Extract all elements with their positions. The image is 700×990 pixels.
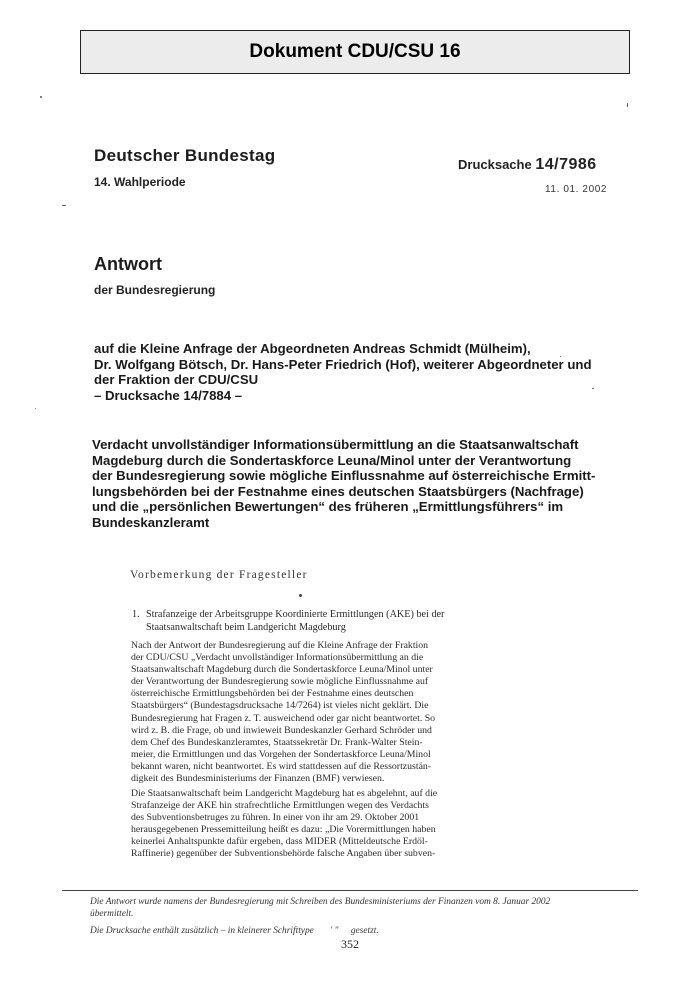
drucksache-number: 14/7986: [535, 156, 597, 173]
legislative-period: 14. Wahlperiode: [94, 175, 186, 189]
paragraph-line: wird z. B. die Frage, ob und inwieweit Bundeskanzler Gerhard Schröder und: [131, 724, 432, 736]
paragraph-line: bekannt waren, nicht beantwortet. Es wird stattdessen auf die Ressortzustän-: [131, 760, 432, 772]
paragraph-line: herausgegebenen Pressemitteilung heißt es dazu: „Die Vorermittlungen haben: [131, 824, 436, 836]
request-line: der Fraktion der CDU/CSU: [94, 372, 259, 387]
paragraph-line: österreichische Ermittlungsbehörden bei der Festnahme eines deutschen: [131, 688, 414, 700]
subject-line: und die „persönlichen Bewertungen“ des früheren „Ermittlungsführers“ im: [92, 499, 564, 515]
paragraph-line: des Subventionsbetruges zu führen. In einer von ihr am 29. Oktober 2001: [131, 812, 420, 824]
document-banner: [80, 30, 630, 74]
scan-dot: [299, 594, 302, 597]
subject-line: lungsbehörden bei der Festnahme eines deutschen Staatsbürgers (Nachfrage): [92, 483, 584, 499]
request-line: – Drucksache 14/7884 –: [94, 387, 243, 403]
answer-title: Antwort: [94, 254, 162, 274]
point-line: Staatsanwaltschaft beim Landgericht Magdeburg: [146, 621, 346, 633]
footnote-line: Die Antwort wurde namens der Bundesregierung mit Schreiben des Bundesministeriums der Finanzen vom 8. Januar 2002: [90, 897, 551, 907]
answer-issuer: der Bundesregierung: [94, 283, 216, 297]
paragraph-line: dem Chef des Bundeskanzleramtes, Staatssekretär Dr. Frank-Walter Stein-: [131, 736, 423, 748]
request-reference: [94, 341, 594, 403]
request-line: auf die Kleine Anfrage der Abgeordneten Andreas Schmidt (Mülheim),: [94, 341, 531, 356]
scan-speck: [592, 388, 594, 389]
subject-line: Magdeburg durch die Sondertaskforce Leuna/Minol unter der Verantwortung: [92, 452, 572, 468]
subject-heading: [92, 437, 612, 531]
subject-line: Verdacht unvollständiger Informationsübermittlung an die Staatsanwaltschaft: [92, 437, 579, 452]
point-line: Strafanzeige der Arbeitsgruppe Koordinierte Ermittlungen (AKE) bei der: [146, 609, 445, 620]
drucksache-reference: [458, 156, 597, 174]
drucksache-label: Drucksache: [458, 157, 532, 172]
paragraph-line: meier, die Ermittlungen und das Vorgehen der Sondertaskforce Leuna/Minol: [131, 748, 431, 760]
footnote-line: [90, 926, 379, 938]
paragraph-line: Staatsanwaltschaft Magdeburg durch die Sondertaskforce Leuna/Minol unter: [131, 664, 433, 676]
paragraph-line: keinerlei Anhaltspunkte dafür ergeben, dass MIDER (Mitteldeutsche Erdöl-: [131, 836, 428, 848]
paragraph-line: Raffinerie) gegenüber der Subventionsbehörde falsche Angaben über subven-: [131, 848, 436, 860]
request-line: Dr. Wolfgang Bötsch, Dr. Hans-Peter Friedrich (Hof), weiterer Abgeordneter und: [94, 356, 592, 372]
footnote-illegible: ' ": [330, 926, 339, 936]
paragraph-line: Nach der Antwort der Bundesregierung auf die Kleine Anfrage der Fraktion: [131, 640, 429, 651]
paragraph-line: Strafanzeige der AKE hin strafrechtliche Ermittlungen wegen des Verdachts: [131, 800, 429, 812]
paragraph-line: Staatsbürgers“ (Bundestagsdrucksache 14/7264) ist vieles nicht geklärt. Die: [131, 700, 429, 712]
scan-speck: [627, 103, 628, 107]
footnote-text: gesetzt.: [350, 926, 379, 936]
footnote-line: übermittelt.: [90, 909, 134, 919]
preliminary-heading: Vorbemerkung der Fragesteller: [130, 569, 308, 581]
paragraph-line: Bundesregierung hat Fragen z. T. ausweichend oder gar nicht beantwortet. So: [131, 712, 436, 724]
paragraph-line: Die Staatsanwaltschaft beim Landgericht Magdeburg hat es abgelehnt, auf die: [131, 788, 438, 799]
institution-name: Deutscher Bundestag: [94, 146, 276, 165]
page-number: 352: [341, 937, 359, 951]
scan-speck: [40, 96, 42, 98]
preliminary-point: [132, 609, 462, 634]
scan-speck: [560, 356, 561, 357]
paragraph-line: der CDU/CSU „Verdacht unvollständiger Informationsübermittlung an die: [131, 652, 424, 664]
scan-speck: [62, 205, 66, 206]
paragraph-line: digkeit des Bundesministeriums der Finanzen (BMF) verwiesen.: [131, 773, 385, 785]
footnote-divider: [62, 890, 638, 891]
document-date: 11. 01. 2002: [545, 184, 608, 195]
subject-line: Bundeskanzleramt: [92, 514, 210, 530]
scan-speck: [35, 408, 36, 409]
footnote-text: Die Drucksache enthält zusätzlich – in kleinerer Schrifttype: [90, 926, 314, 936]
banner-title: Dokument CDU/CSU 16: [249, 41, 461, 62]
paragraph-line: der Verantwortung der Bundesregierung sowie mögliche Einflussnahme auf: [131, 676, 429, 688]
body-paragraph-1: [131, 640, 462, 785]
body-paragraph-2: [131, 788, 462, 861]
subject-line: der Bundesregierung sowie mögliche Einflussnahme auf österreichische Ermitt-: [92, 468, 596, 484]
point-number: 1.: [132, 609, 140, 620]
